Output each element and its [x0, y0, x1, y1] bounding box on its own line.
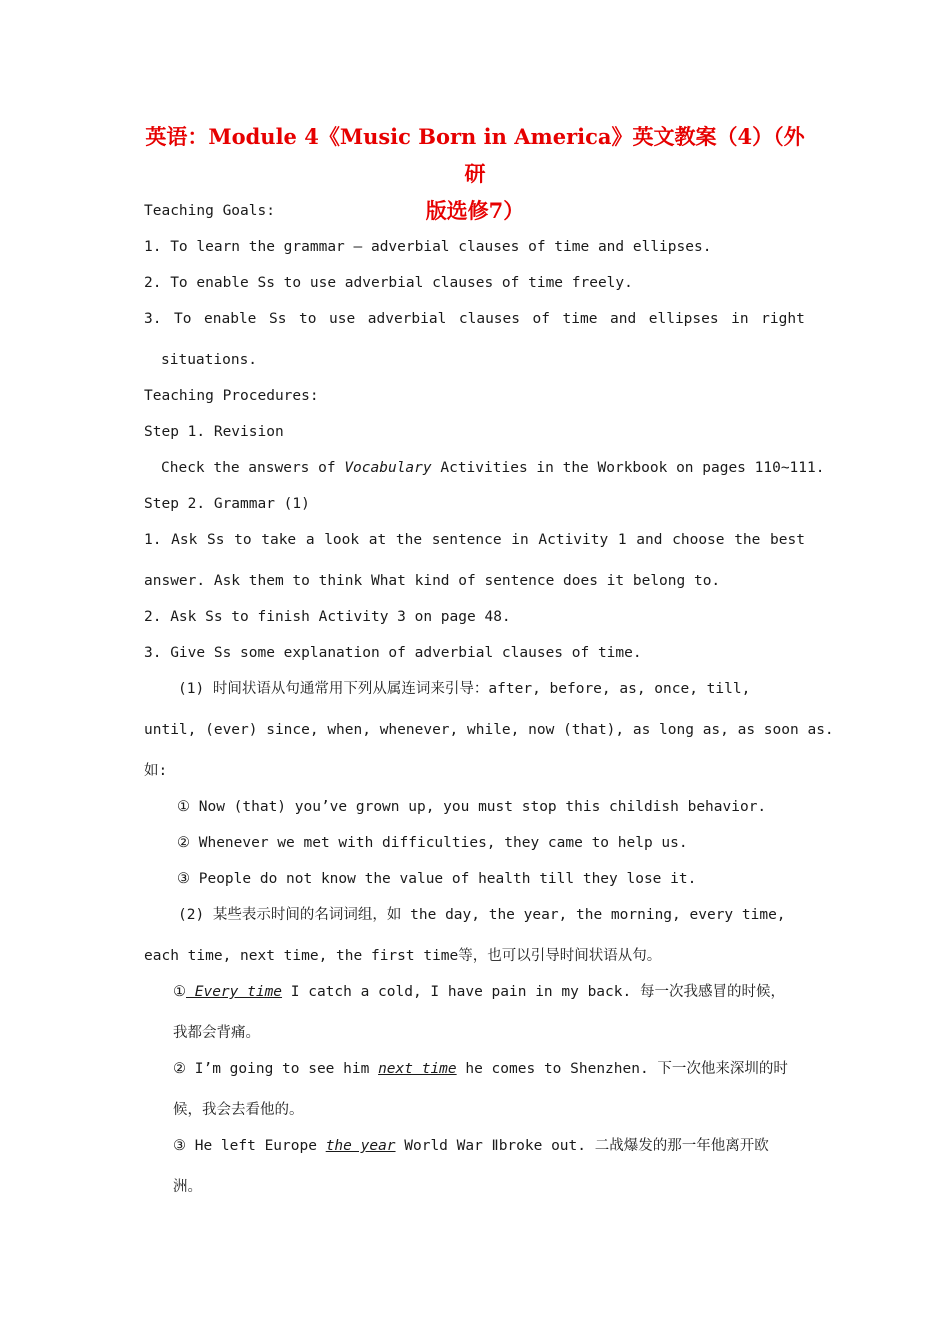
- title-line-1: 英语：Module 4《Music Born in America》英文教案（4）（外研: [145, 124, 805, 186]
- goal-3-word: enable: [204, 311, 257, 327]
- goal-3-word: To: [174, 311, 192, 327]
- goal-3-word: right: [761, 311, 805, 327]
- rule-2-line-2: each time, next time, the first time等，也可以引导时间状语从句。: [144, 948, 662, 964]
- goal-3-word: of: [532, 311, 550, 327]
- grammar-point-1-word: Ss: [206, 532, 225, 548]
- example-1-underlined: Every time: [186, 984, 283, 1000]
- rule-1-line-1: (1) 时间状语从句通常用下列从属连词来引导：after, before, as, once, till,: [178, 681, 751, 697]
- grammar-point-1-word: 1.: [144, 532, 162, 548]
- rule-2-example-3-continued: 洲。: [173, 1179, 202, 1195]
- goal-3-word: ellipses: [648, 311, 719, 327]
- rule-1-example-3: ③ People do not know the value of health till they lose it.: [177, 871, 697, 887]
- rule-2-example-2-continued: 候，我会去看他的。: [173, 1102, 304, 1118]
- rule-1-line-3: 如:: [144, 763, 168, 779]
- check-text-pre: Check the answers of: [161, 460, 345, 476]
- example-2-rest: he comes to Shenzhen. 下一次他来深圳的时: [456, 1061, 788, 1077]
- example-2-underlined: next time: [378, 1061, 457, 1077]
- grammar-point-1-continued: answer. Ask them to think What kind of sentence does it belong to.: [144, 573, 721, 589]
- step-1-heading: Step 1. Revision: [144, 424, 284, 440]
- goal-3-word: Ss: [268, 311, 287, 327]
- example-2-pre: ② I’m going to see him: [173, 1061, 379, 1077]
- grammar-point-1-word: look: [324, 532, 360, 548]
- grammar-point-1-word: in: [511, 532, 529, 548]
- grammar-point-2: 2. Ask Ss to finish Activity 3 on page 48.: [144, 609, 511, 625]
- grammar-point-1-word: best: [770, 532, 805, 548]
- goal-3-word: to: [298, 311, 317, 327]
- goal-3-word: adverbial: [367, 311, 447, 327]
- goal-3-word: use: [329, 311, 356, 327]
- rule-1-example-1: ① Now (that) you’ve grown up, you must stop this childish behavior.: [177, 799, 767, 815]
- grammar-point-1-word: 1: [617, 532, 627, 548]
- goal-3-continued: situations.: [161, 352, 258, 368]
- rule-1-line-2: until, (ever) since, when, whenever, while, now (that), as long as, as soon as.: [144, 722, 834, 738]
- grammar-point-1-word: choose: [672, 532, 725, 548]
- goal-3-word: and: [610, 311, 637, 327]
- rule-2-example-1: [173, 982, 785, 1002]
- step-2-heading: Step 2. Grammar (1): [144, 496, 310, 512]
- grammar-point-1-word: a: [305, 532, 315, 548]
- grammar-point-1: [144, 530, 805, 550]
- goals-heading: Teaching Goals:: [144, 203, 275, 219]
- check-text-post: Activities in the Workbook on pages 110~111.: [431, 460, 825, 476]
- rule-2-example-3: [173, 1136, 769, 1156]
- example-3-pre: ③ He left Europe: [173, 1138, 326, 1154]
- rule-2-line-1: (2) 某些表示时间的名词词组，如 the day, the year, the morning, every time,: [178, 907, 786, 923]
- title-line-2: 版选修7）: [425, 198, 525, 223]
- example-3-underlined: the year: [325, 1138, 396, 1154]
- grammar-point-1-word: Activity: [538, 532, 609, 548]
- goal-3-word: 3.: [144, 311, 162, 327]
- grammar-point-1-word: to: [234, 532, 252, 548]
- goal-3-word: in: [731, 311, 749, 327]
- step-1-instruction: [161, 458, 824, 478]
- grammar-point-1-word: and: [636, 532, 663, 548]
- goal-3-word: clauses: [458, 311, 520, 327]
- grammar-point-1-word: the: [734, 532, 761, 548]
- goal-3-word: time: [562, 311, 598, 327]
- grammar-point-3: 3. Give Ss some explanation of adverbial clauses of time.: [144, 645, 642, 661]
- check-text-italic: Vocabulary: [344, 460, 432, 476]
- rule-1-example-2: ② Whenever we met with difficulties, they came to help us.: [177, 835, 688, 851]
- rule-2-example-2: [173, 1059, 788, 1079]
- procedures-heading: Teaching Procedures:: [144, 388, 319, 404]
- goal-2: 2. To enable Ss to use adverbial clauses of time freely.: [144, 275, 633, 291]
- rule-2-example-1-continued: 我都会背痛。: [173, 1025, 260, 1041]
- example-3-rest: World War Ⅱbroke out. 二战爆发的那一年他离开欧: [395, 1138, 769, 1154]
- grammar-point-1-word: Ask: [171, 532, 198, 548]
- grammar-point-1-word: take: [261, 532, 297, 548]
- example-1-number: ①: [173, 984, 186, 1000]
- example-1-rest: I catch a cold, I have pain in my back. 每一次我感冒的时候，: [282, 984, 785, 1000]
- goal-1: 1. To learn the grammar – adverbial clauses of time and ellipses.: [144, 239, 712, 255]
- grammar-point-1-word: sentence: [431, 532, 502, 548]
- goal-3: [144, 309, 805, 329]
- grammar-point-1-word: the: [395, 532, 423, 548]
- grammar-point-1-word: at: [368, 532, 387, 548]
